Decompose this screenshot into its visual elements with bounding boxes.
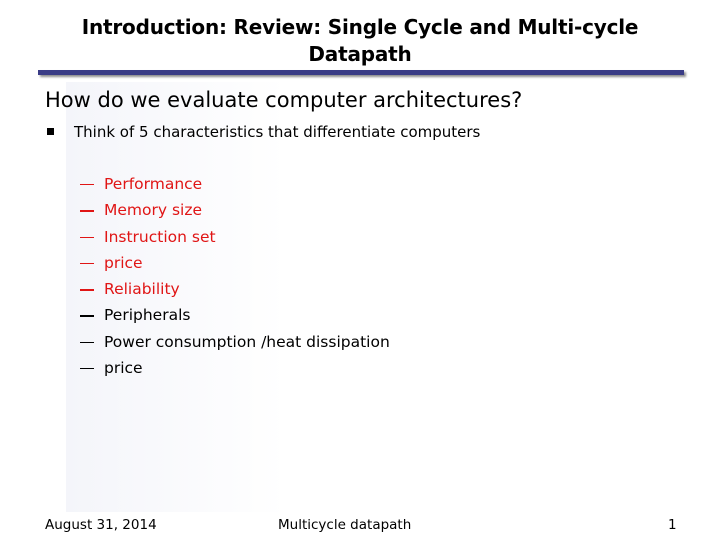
bullet-text: Think of 5 characteristics that differentiate computers	[74, 123, 481, 141]
slide-title: Introduction: Review: Single Cycle and Multi-cycle Datapath	[81, 15, 639, 66]
dash-icon	[80, 289, 94, 290]
dash-icon	[80, 263, 94, 264]
square-bullet-icon	[47, 128, 54, 135]
sub-item-label: Peripherals	[104, 306, 191, 325]
footer-title: Multicycle datapath	[278, 517, 412, 533]
sub-item-label: Power consumption /heat dissipation	[104, 332, 390, 351]
footer-date: August 31, 2014	[45, 517, 157, 533]
main-heading: How do we evaluate computer architectures?	[45, 88, 523, 112]
dash-icon	[80, 368, 94, 369]
title-underline-rule	[38, 70, 684, 75]
dash-icon	[80, 342, 94, 343]
dash-icon	[80, 315, 94, 316]
sub-item-label: Instruction set	[104, 227, 216, 246]
sub-item-label: price	[104, 359, 143, 378]
dash-icon	[80, 184, 94, 185]
sub-item-label: Memory size	[104, 201, 203, 220]
sub-item-label: Reliability	[104, 280, 180, 299]
sub-item-label: price	[104, 253, 143, 272]
page-number: 1	[668, 517, 677, 533]
dash-icon	[80, 237, 94, 238]
sub-item-label: Performance	[104, 175, 203, 193]
dash-icon	[80, 210, 94, 211]
